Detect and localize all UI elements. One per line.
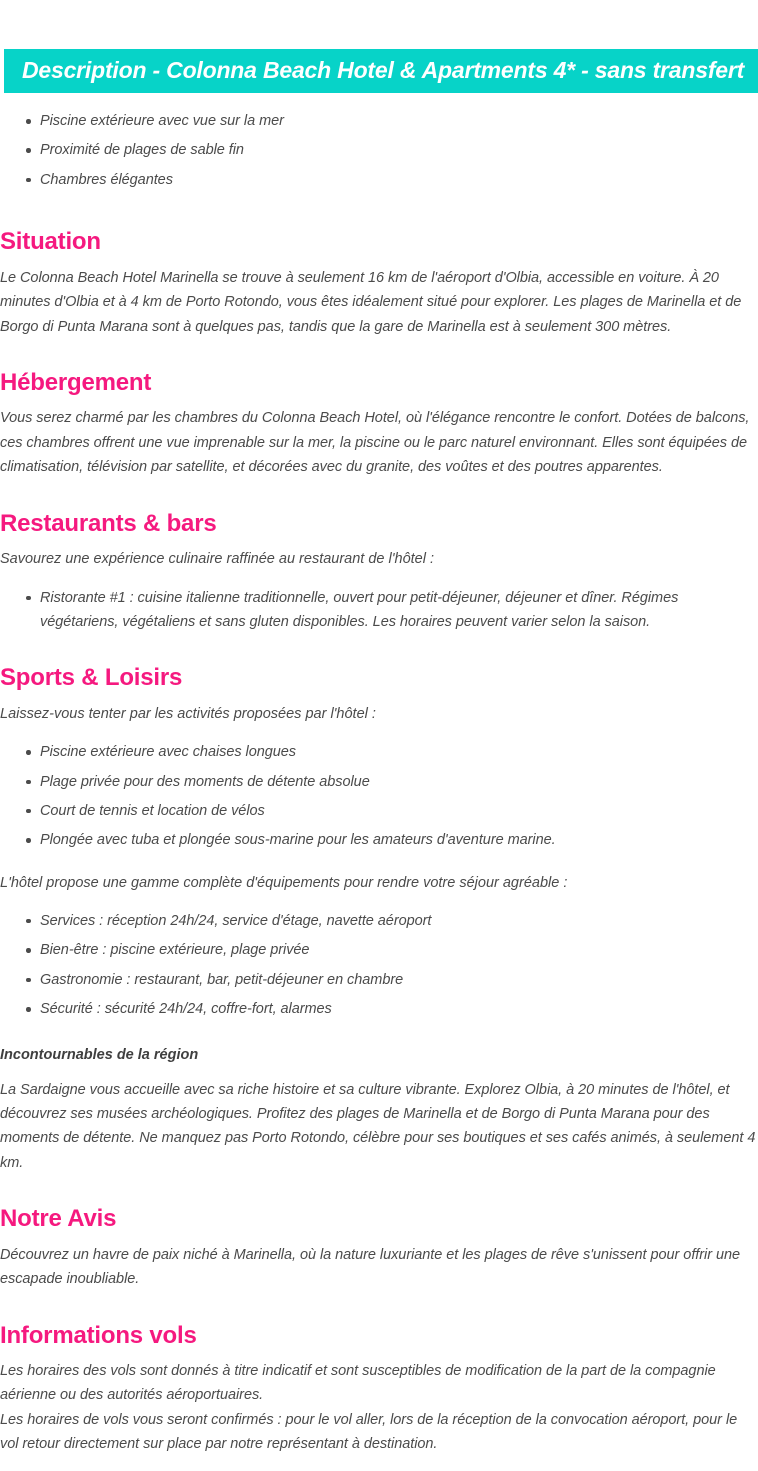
amenities-list (0, 909, 758, 1021)
spacer (0, 853, 758, 871)
section-paragraph-hebergement: Vous serez charmé par les chambres du Colonna Beach Hotel, où l'élégance rencontre le confort. Dotées de balcons, ces chambres offrent une vue imprenable sur la mer, la piscine ou le parc naturel environnant. Elles sont équipées de climatisation, télévision par satellite, et décorées avec du granite, des voûtes et des poutres apparentes. (0, 410, 750, 476)
section-lead-restaurants-bars: Savourez une expérience culinaire raffinée au restaurant de l'hôtel : (0, 551, 435, 568)
spacer (0, 1068, 758, 1078)
activities-list (0, 740, 758, 852)
restaurants-list (0, 586, 758, 635)
section-heading-restaurants-bars: Restaurants & bars (0, 509, 217, 537)
list-item (0, 740, 758, 764)
list-item (0, 168, 758, 192)
page-title-band (4, 49, 758, 93)
page-title: Description - Colonna Beach Hotel & Apartments 4* - sans transfert (22, 57, 745, 83)
list-item (0, 109, 758, 133)
activity-text: Piscine extérieure avec chaises longues (40, 744, 296, 761)
list-item (0, 828, 758, 852)
section-paragraph-notre-avis: Découvrez un havre de paix niché à Marinella, où la nature luxuriante et les plages de rêve s'unissent pour offrir une escapade inoubliable. (0, 1246, 741, 1288)
activity-text: Court de tennis et location de vélos (40, 802, 265, 819)
highlight-text: Chambres élégantes (40, 171, 173, 188)
section-heading-hebergement: Hébergement (0, 368, 152, 396)
list-item (0, 968, 758, 992)
description-content (0, 109, 758, 1456)
section-heading-situation: Situation (0, 228, 101, 256)
section-paragraph-situation: Le Colonna Beach Hotel Marinella se trouve à seulement 16 km de l'aéroport d'Olbia, accessible en voiture. À 20 minutes d'Olbia et à 4 km de Porto Rotondo, vous êtes idéalement situé pour explorer. Les plages de Marinella et de Borgo di Punta Marana sont à quelques pas, tandis que la gare de Marinella est à seulement 300 mètres. (0, 269, 742, 335)
section-heading-sports-loisirs: Sports & Loisirs (0, 664, 183, 692)
list-item (0, 770, 758, 794)
activity-text: Plongée avec tuba et plongée sous-marine pour les amateurs d'aventure marine. (40, 832, 556, 849)
list-item (0, 799, 758, 823)
section-heading-notre-avis: Notre Avis (0, 1205, 117, 1233)
amenity-text: Bien-être : piscine extérieure, plage privée (40, 942, 310, 959)
section-heading-informations-vols: Informations vols (0, 1321, 197, 1349)
list-item (0, 586, 758, 635)
list-item (0, 997, 758, 1021)
list-item (0, 909, 758, 933)
activity-text: Plage privée pour des moments de détente absolue (40, 773, 370, 790)
sub-heading-incontournables: Incontournables de la région (0, 1047, 199, 1064)
amenity-text: Services : réception 24h/24, service d'étage, navette aéroport (40, 912, 432, 929)
highlight-text: Proximité de plages de sable fin (40, 142, 244, 159)
section-lead-sports-loisirs: Laissez-vous tenter par les activités proposées par l'hôtel : (0, 705, 376, 722)
sub-paragraph-incontournables: La Sardaigne vous accueille avec sa riche histoire et sa culture vibrante. Explorez Olbia, à 20 minutes de l'hôtel, et découvrez ses musées archéologiques. Profitez des plages de Marinella et de Borgo di Punta Marana pour des moments de détente. Ne manquez pas Porto Rotondo, célèbre pour ses boutiques et ses cafés animés, à seulement 4 km. (0, 1081, 756, 1171)
list-item (0, 938, 758, 962)
highlights-list (0, 109, 758, 192)
amenity-text: Gastronomie : restaurant, bar, petit-déjeuner en chambre (40, 971, 404, 988)
restaurant-text: Ristorante #1 : cuisine italienne traditionnelle, ouvert pour petit-déjeuner, déjeuner et dîner. Régimes végétariens, végétaliens et sans gluten disponibles. Les horaires peuvent varier selon la saison. (40, 589, 679, 630)
section-paragraph-informations-vols-1: Les horaires des vols sont donnés à titre indicatif et sont susceptibles de modification de la part de la compagnie aérienne ou des autorités aéroportuaires. (0, 1363, 716, 1404)
section-paragraph-informations-vols-2: Les horaires de vols vous seront confirmés : pour le vol aller, lors de la réception de la convocation aéroport, pour le vol retour directement sur place par notre représentant à destination. (0, 1411, 738, 1453)
amenity-text: Sécurité : sécurité 24h/24, coffre-fort, alarmes (40, 1001, 332, 1018)
highlight-text: Piscine extérieure avec vue sur la mer (40, 113, 284, 130)
section-lead-equipements: L'hôtel propose une gamme complète d'équipements pour rendre votre séjour agréable : (0, 874, 568, 891)
list-item (0, 138, 758, 162)
